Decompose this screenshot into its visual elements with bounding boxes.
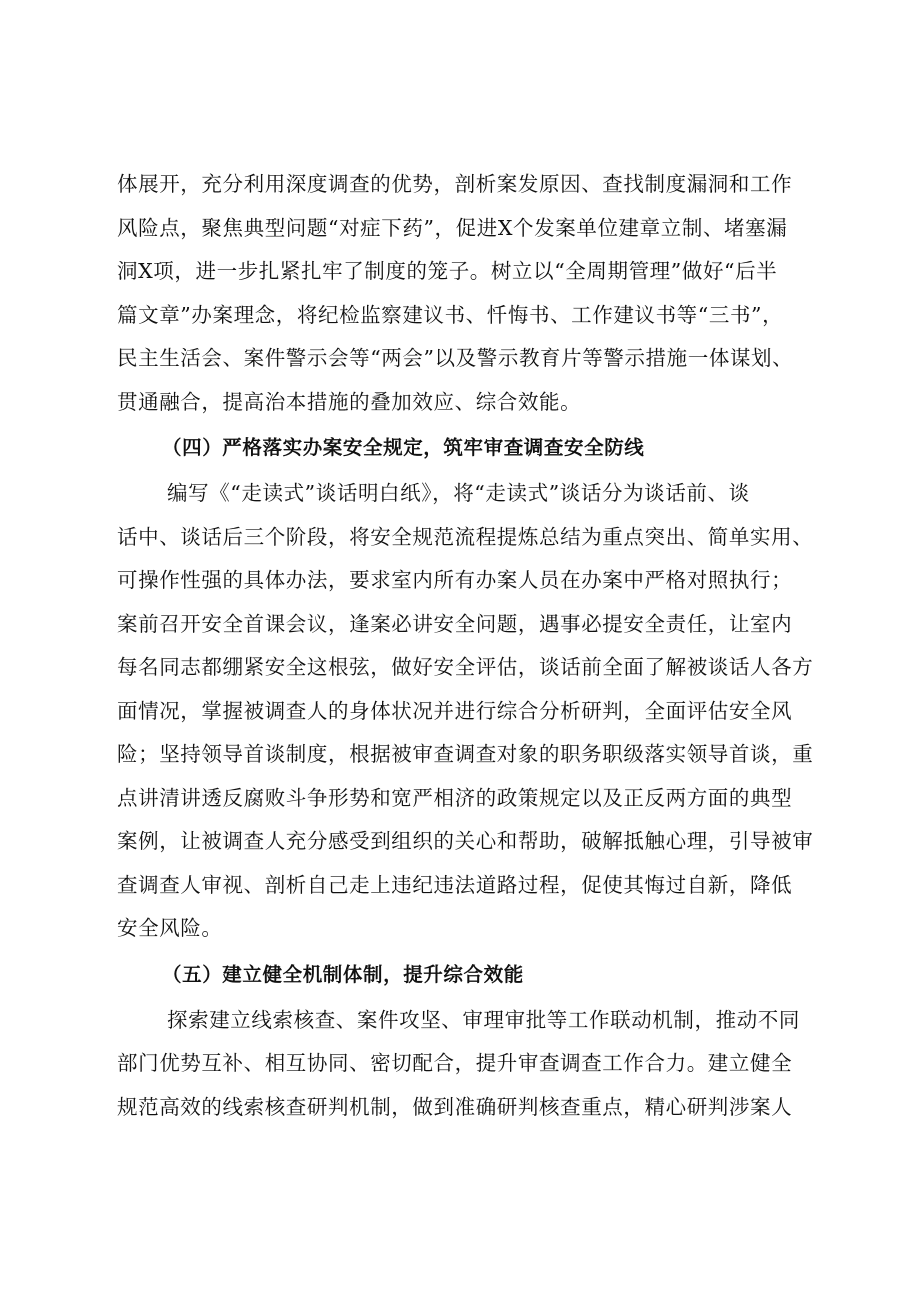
text-line: 洞X项，进一步扎紧扎牢了制度的笼子。树立以“全周期管理”做好“后半 xyxy=(117,259,778,283)
paragraph-mechanism xyxy=(117,999,807,1130)
text-line: 体展开，充分利用深度调查的优势，剖析案发原因、查找制度漏洞和工作 xyxy=(117,172,793,196)
text-line: 点讲清讲透反腐败斗争形势和宽严相济的政策规定以及正反两方面的典型 xyxy=(117,785,793,810)
text-line: 编写《“走读式”谈话明白纸》，将“走读式”谈话分为谈话前、谈 xyxy=(167,481,750,505)
text-line: 话中、谈话后三个阶段，将安全规范流程提炼总结为重点突出、简单实用、 xyxy=(117,524,814,549)
text-line: 可操作性强的具体办法，要求室内所有办案人员在办案中严格对照执行； xyxy=(117,568,793,592)
paragraph-continuation xyxy=(117,163,807,424)
document-page xyxy=(117,163,814,1129)
text-line: 篇文章”办案理念，将纪检监察建议书、忏悔书、工作建议书等“三书”， xyxy=(117,302,784,327)
text-line: 风险点，聚焦典型问题“对症下药”，促进X个发案单位建章立制、堵塞漏 xyxy=(117,215,788,240)
text-line: 安全风险。 xyxy=(117,916,223,940)
text-line: 贯通融合，提高治本措施的叠加效应、综合效能。 xyxy=(117,389,582,414)
section-heading-5: （五）建立健全机制体制，提升综合效能 xyxy=(162,962,524,986)
text-line: 民主生活会、案件警示会等“两会”以及警示教育片等警示措施一体谋划、 xyxy=(117,346,794,370)
text-line: 案前召开安全首课会议，逢案必讲安全问题，遇事必提安全责任，让室内 xyxy=(117,611,793,636)
text-line: 查调查人审视、剖析自己走上违纪违法道路过程，促使其悔过自新，降低 xyxy=(117,872,793,897)
paragraph-safety xyxy=(117,472,814,951)
text-line: 面情况，掌握被调查人的身体状况并进行综合分析研判，全面评估安全风 xyxy=(117,698,793,723)
text-line: 规范高效的线索核查研判机制，做到准确研判核查重点，精心研判涉案人 xyxy=(117,1094,793,1119)
text-line: 每名同志都绷紧安全这根弦，做好安全评估，谈话前全面了解被谈话人各方 xyxy=(117,655,814,679)
text-line: 险；坚持领导首谈制度，根据被审查调查对象的职务职级落实领导首谈，重 xyxy=(117,742,814,766)
text-line: 案例，让被调查人充分感受到组织的关心和帮助，破解抵触心理，引导被审 xyxy=(117,829,814,853)
section-heading-4: （四）严格落实办案安全规定，筑牢审查调查安全防线 xyxy=(162,436,645,459)
text-line: 探索建立线索核查、案件攻坚、审理审批等工作联动机制，推动不同 xyxy=(167,1007,800,1032)
text-line: 部门优势互补、相互协同、密切配合，提升审查调查工作合力。建立健全 xyxy=(117,1051,793,1075)
